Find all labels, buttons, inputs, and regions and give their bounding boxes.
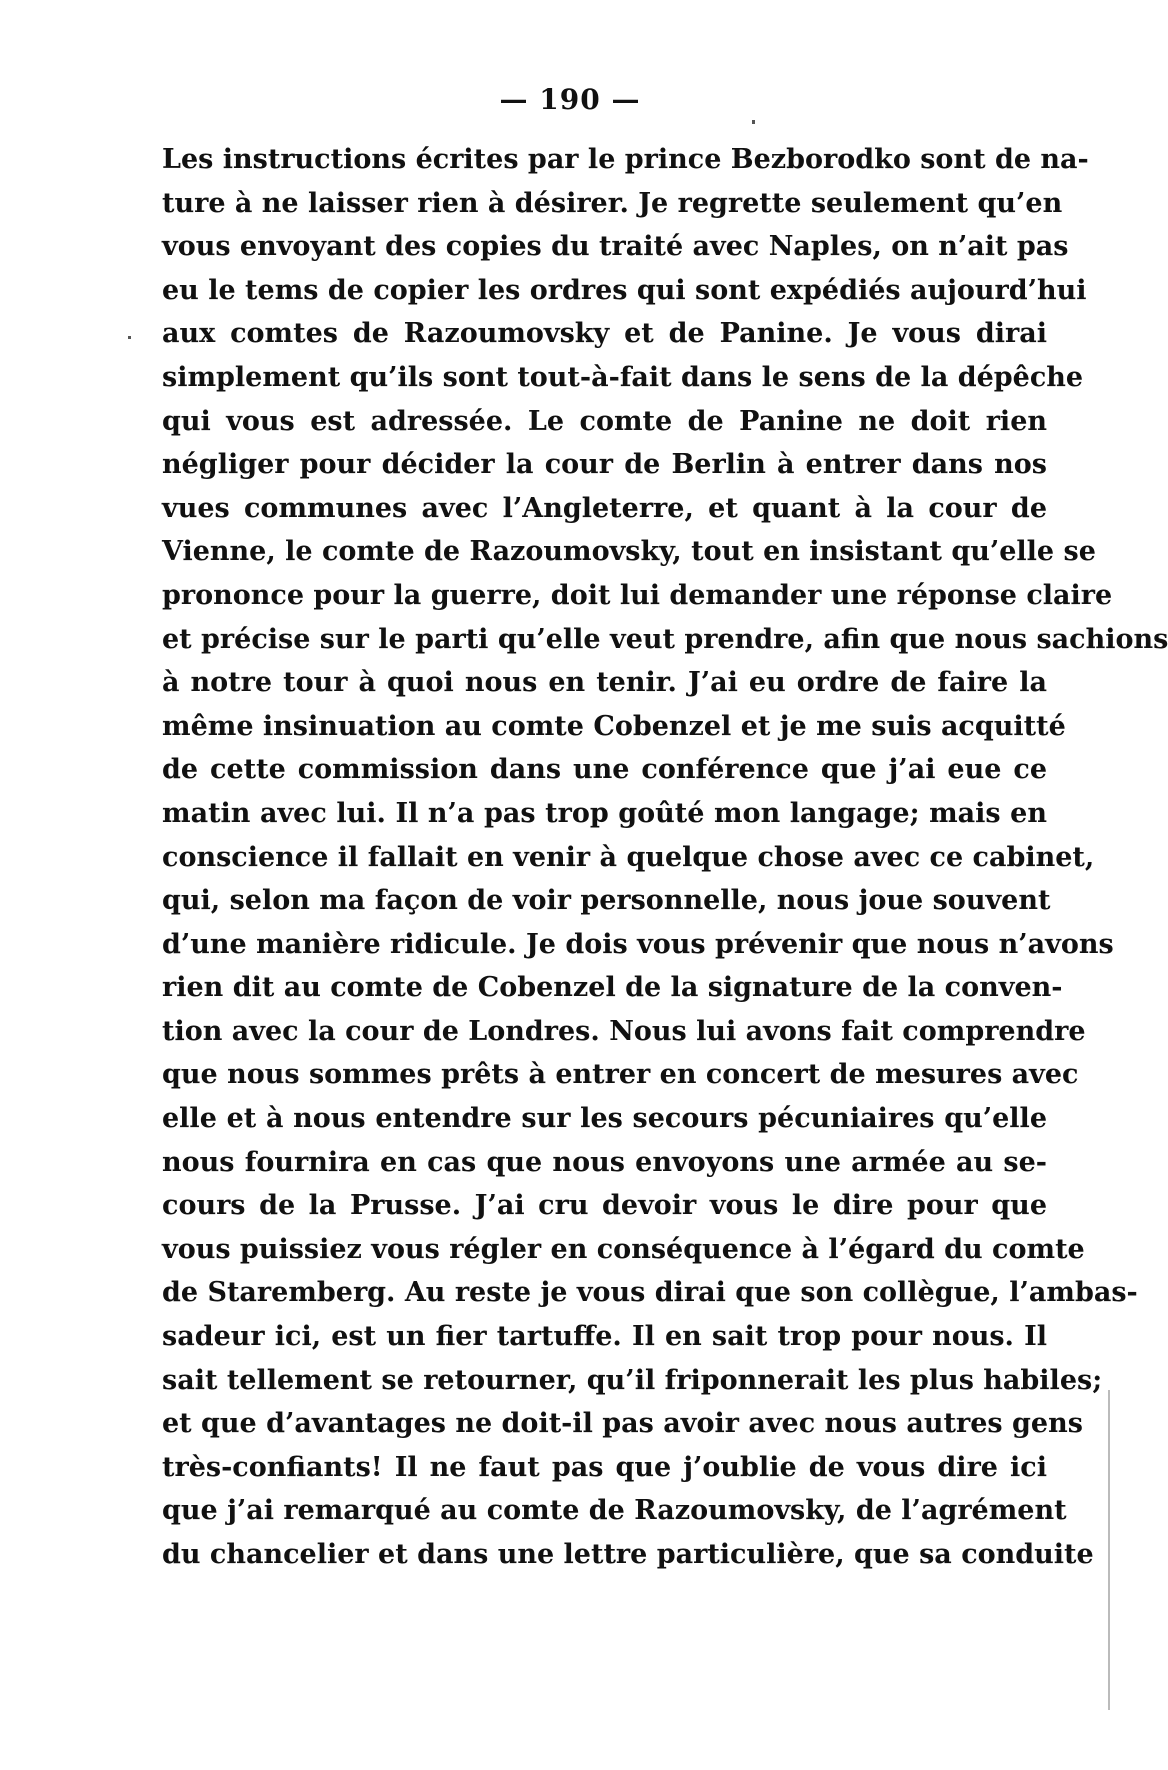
text-line: que j’ai remarqué au comte de Razoumovsky, de l’agrément — [162, 1495, 1067, 1527]
scan-mark — [752, 120, 755, 124]
text-line: matin avec lui. Il n’a pas trop goûté mon langage; mais en — [162, 797, 1047, 829]
text-line: négliger pour décider la cour de Berlin à entrer dans nos — [162, 449, 1047, 481]
text-line: de cette commission dans une conférence que j’ai eue ce — [162, 754, 1047, 786]
page-number: — 190 — — [499, 83, 641, 116]
text-line: Les instructions écrites par le prince Bezborodko sont de na- — [162, 144, 1089, 175]
text-line: très-confiants! Il ne faut pas que j’oublie de vous dire ici — [162, 1451, 1047, 1483]
text-line: eu le tems de copier les ordres qui sont expédiés aujourd’hui — [162, 274, 1087, 306]
text-line: sait tellement se retourner, qu’il friponnerait les plus habiles; — [162, 1364, 1103, 1396]
text-line: vues communes avec l’Angleterre, et quant à la cour de — [162, 492, 1047, 524]
text-line: rien dit au comte de Cobenzel de la signature de la conven- — [162, 972, 1063, 1004]
text-line: ture à ne laisser rien à désirer. Je regrette seulement qu’en — [162, 187, 1063, 219]
text-line: du chancelier et dans une lettre particulière, que sa conduite — [162, 1539, 1094, 1570]
text-line: à notre tour à quoi nous en tenir. J’ai eu ordre de faire la — [162, 667, 1047, 699]
text-line: simplement qu’ils sont tout-à-fait dans le sens de la dépêche — [162, 361, 1084, 393]
text-line: et précise sur le parti qu’elle veut prendre, afin que nous sachions — [162, 623, 1168, 655]
text-line: même insinuation au comte Cobenzel et je me suis acquitté — [162, 710, 1066, 742]
text-line: qui, selon ma façon de voir personnelle, nous joue souvent — [162, 885, 1051, 917]
scan-mark — [128, 336, 131, 339]
text-line: et que d’avantages ne doit-il pas avoir avec nous autres gens — [162, 1408, 1083, 1440]
text-line: conscience il fallait en venir à quelque chose avec ce cabinet, — [162, 841, 1095, 873]
text-line: tion avec la cour de Londres. Nous lui avons fait comprendre — [162, 1015, 1086, 1047]
text-line: vous puissiez vous régler en conséquence à l’égard du comte — [162, 1233, 1085, 1265]
text-line: vous envoyant des copies du traité avec Naples, on n’ait pas — [162, 231, 1069, 263]
text-line: sadeur ici, est un fier tartuffe. Il en sait trop pour nous. Il — [162, 1321, 1047, 1353]
body-text — [162, 138, 1168, 1577]
text-line: cours de la Prusse. J’ai cru devoir vous le dire pour que — [162, 1190, 1047, 1222]
text-line: elle et à nous entendre sur les secours pécuniaires qu’elle — [162, 1103, 1047, 1135]
text-line: de Staremberg. Au reste je vous dirai que son collègue, l’ambas- — [162, 1277, 1138, 1309]
text-line: qui vous est adressée. Le comte de Panine ne doit rien — [162, 405, 1047, 437]
scan-mark — [1108, 1390, 1110, 1710]
text-line: nous fournira en cas que nous envoyons une armée au se- — [162, 1146, 1047, 1178]
text-line: Vienne, le comte de Razoumovsky, tout en insistant qu’elle se — [162, 536, 1096, 568]
text-line: aux comtes de Razoumovsky et de Panine. Je vous dirai — [162, 318, 1047, 350]
text-line: prononce pour la guerre, doit lui demander une réponse claire — [162, 579, 1113, 611]
text-line: d’une manière ridicule. Je dois vous prévenir que nous n’avons — [162, 928, 1114, 960]
text-line: que nous sommes prêts à entrer en concert de mesures avec — [162, 1059, 1079, 1091]
